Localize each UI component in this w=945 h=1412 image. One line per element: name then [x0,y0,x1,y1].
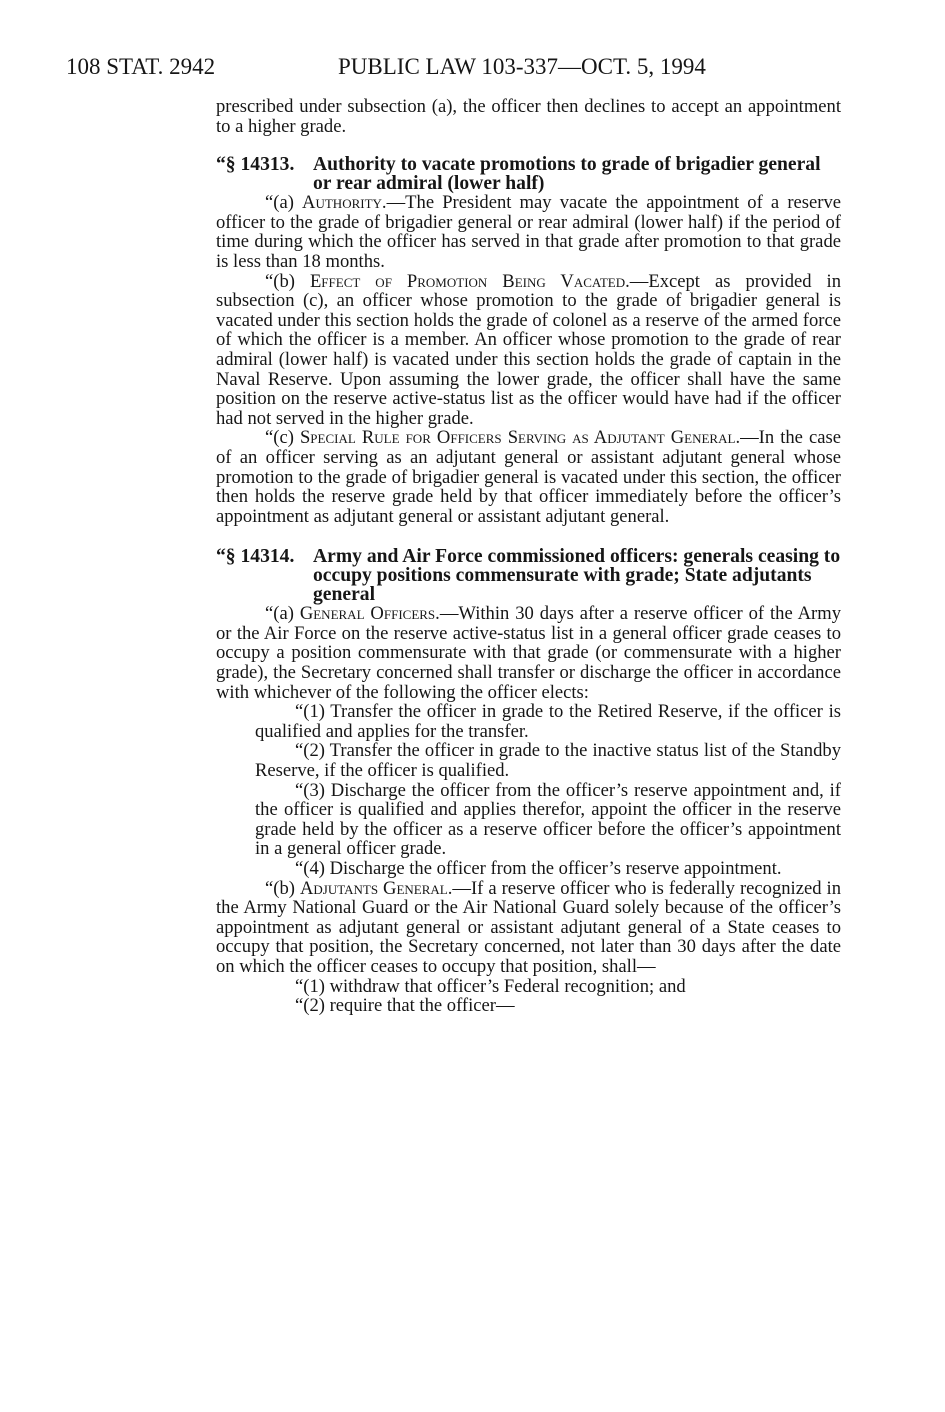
list-item: “(1) Transfer the officer in grade to the Retired Reserve, if the officer is qualified and applies for the transfer. [255,701,841,742]
list-item: “(4) Discharge the officer from the officer’s reserve appointment. [295,858,782,879]
continuation-paragraph: prescribed under subsection (a), the officer then declines to accept an appointment to a higher grade. [216,96,841,137]
section-number: “§ 14314. [216,546,295,568]
section-heading-14314 [216,547,841,604]
section-number: “§ 14313. [216,154,295,176]
public-law-title: PUBLIC LAW 103-337—OCT. 5, 1994 [338,54,706,79]
statute-citation: 108 STAT. 2942 [66,54,216,79]
subsection-c: “(c) Special Rule for Officers Serving as Adjutant General.—In the case of an officer serving as an adjutant general or assistant adjutant general whose promotion to the grade of brigadier general is vacated under this section, the officer then holds the reserve grade held by that officer immediately before the officer’s appointment as adjutant general or assistant adjutant general. [216,427,841,527]
list-item: “(3) Discharge the officer from the officer’s reserve appointment and, if the officer is qualified and applies therefor, appoint the officer in the reserve grade held by the officer as a reserve officer before the officer’s appointment in a general officer grade. [255,779,841,860]
subsection-heading: Effect of Promotion Being Vacated [309,270,626,292]
subsection-a: “(a) General Officers.—Within 30 days after a reserve officer of the Army or the Air Force on the reserve active-status list in a general officer grade ceases to occupy a position commensurate with that grade (or commensurate with a higher grade), the Secretary concerned shall transfer or discharge the officer in accordance with whichever of the following the officer elects: [216,603,842,703]
subsection-heading: Authority [302,192,382,214]
list-item: “(1) withdraw that officer’s Federal recognition; and [295,975,686,997]
section-title: Authority to vacate promotions to grade of brigadier general or rear admiral (lower half) [313,154,821,195]
section-heading-14313 [216,155,841,193]
subsection-heading: General Officers [299,603,436,625]
list-item: “(2) require that the officer— [295,995,515,1017]
subsection-a: “(a) Authority.—The President may vacate the appointment of a reserve officer to the grade of brigadier general or rear admiral (lower half) if the period of time during which the officer has served in that grade after promotion to that grade is less than 18 months. [216,192,842,272]
subsection-b: “(b) Adjutants General.—If a reserve officer who is federally recognized in the Army National Guard or the Air National Guard solely because of the officer’s appointment as adjutant general or assistant adjutant general of a State ceases to occupy that position, the Secretary concerned, not later than 30 days after the date on which the officer ceases to occupy that position, shall— [216,877,841,977]
subsection-b: “(b) Effect of Promotion Being Vacated.—Except as provided in subsection (c), an officer whose promotion to the grade of brigadier general is vacated under this section holds the grade of colonel as a reserve of the armed force of which the officer is a member. An officer whose promotion to the grade of rear admiral (lower half) is vacated under this section holds the grade of captain in the Naval Reserve. Upon assuming the lower grade, the officer shall have the same position on the reserve active-status list as the officer would have had if the officer had not served in the higher grade. [216,270,841,429]
document-body [216,97,841,1016]
subsection-heading: Adjutants General [299,877,448,899]
section-title: Army and Air Force commissioned officers: generals ceasing to occupy positions commensurate with grade; State adjutants general [313,546,841,606]
subsection-heading: Special Rule for Officers Serving as Adjutant General [299,427,736,449]
list-item: “(2) Transfer the officer in grade to the inactive status list of the Standby Reserve, if the officer is qualified. [255,740,841,782]
